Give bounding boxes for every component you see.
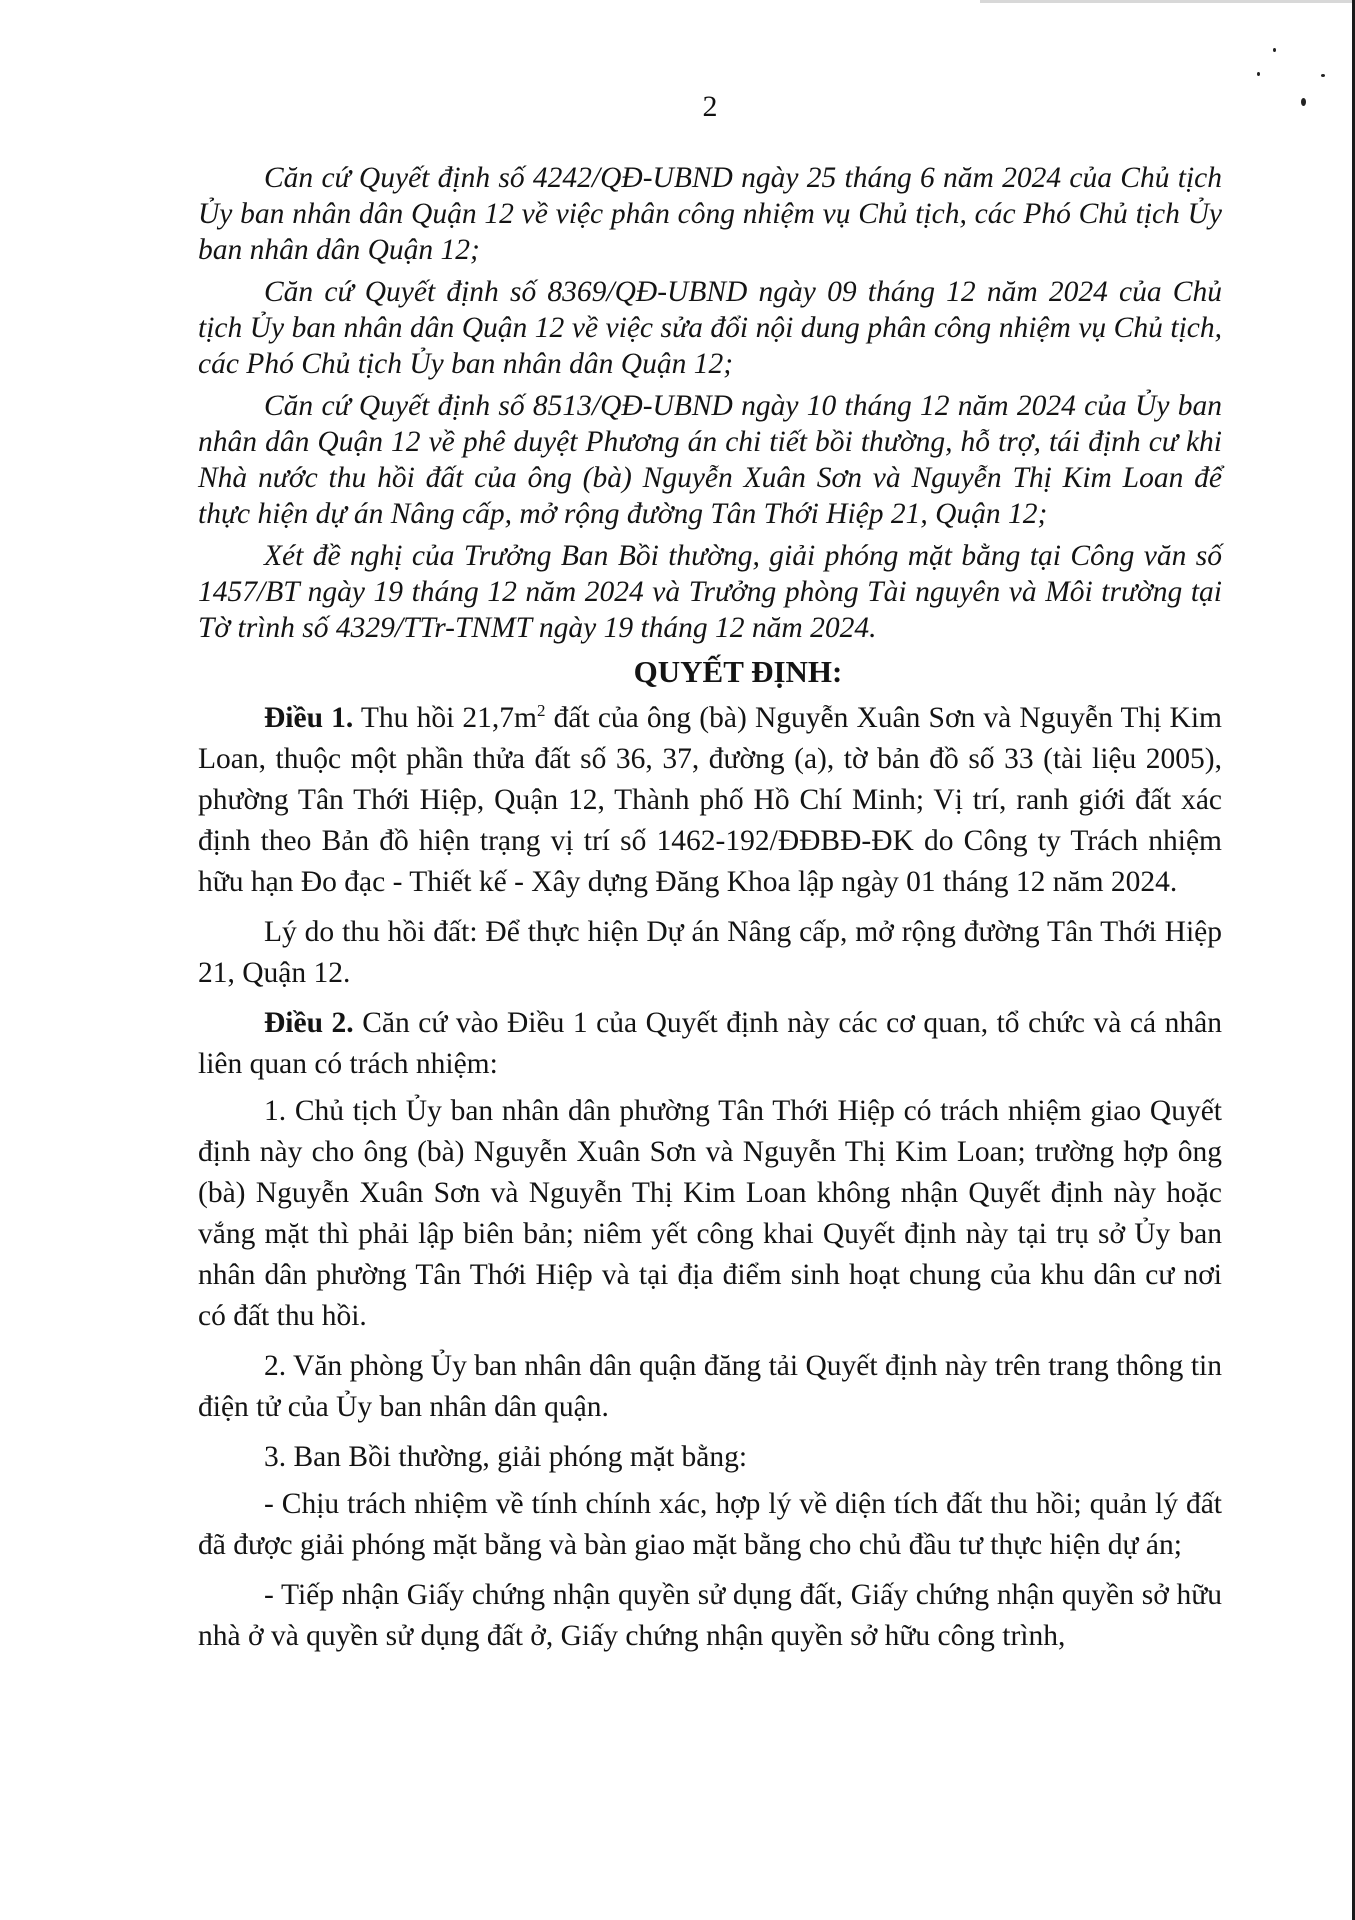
article-1-reason: Lý do thu hồi đất: Để thực hiện Dự án Nâng cấp, mở rộng đường Tân Thới Hiệp 21, Quận 12. (198, 916, 1222, 989)
decision-articles (198, 698, 1222, 1657)
preamble-basis-4242: Căn cứ Quyết định số 4242/QĐ-UBND ngày 25 tháng 6 năm 2024 của Chủ tịch Ủy ban nhân dân Quận 12 về việc phân công nhiệm vụ Chủ tịch, các Phó Chủ tịch Ủy ban nhân dân Quận 12; (198, 162, 1222, 266)
article-1-label: Điều 1. (264, 702, 354, 734)
article-2: Điều 2. Căn cứ vào Điều 1 của Quyết định này các cơ quan, tổ chức và cá nhân liên quan có trách nhiệm: (198, 1007, 1222, 1080)
preamble (198, 160, 1222, 646)
scan-edge-line (980, 0, 1352, 3)
decision-heading: QUYẾT ĐỊNH: (633, 654, 843, 689)
article-2-item-1: 1. Chủ tịch Ủy ban nhân dân phường Tân Thới Hiệp có trách nhiệm giao Quyết định này cho ông (bà) Nguyễn Xuân Sơn và Nguyễn Thị Kim Loan; trường hợp ông (bà) Nguyễn Xuân Sơn và Nguyễn Thị Kim Loan không nhận Quyết định này hoặc vắng mặt thì phải lập biên bản; niêm yết công khai Quyết định này tại trụ sở Ủy ban nhân dân phường Tân Thới Hiệp và tại địa điểm sinh hoạt chung của khu dân cư nơi có đất thu hồi. (198, 1095, 1222, 1332)
article-2-item-3: 3. Ban Bồi thường, giải phóng mặt bằng: (264, 1441, 748, 1473)
article-2-item-3-bullet-1: - Chịu trách nhiệm về tính chính xác, hợp lý về diện tích đất thu hồi; quản lý đất đã được giải phóng mặt bằng và bàn giao mặt bằng cho chủ đầu tư thực hiện dự án; (198, 1488, 1222, 1561)
preamble-proposal: Xét đề nghị của Trưởng Ban Bồi thường, giải phóng mặt bằng tại Công văn số 1457/BT ngày 19 tháng 12 năm 2024 và Trưởng phòng Tài nguyên và Môi trường tại Tờ trình số 4329/TTr-TNMT ngày 19 tháng 12 năm 2024. (198, 540, 1222, 644)
article-2-label: Điều 2. (264, 1007, 354, 1039)
article-2-item-3-bullet-2: - Tiếp nhận Giấy chứng nhận quyền sử dụng đất, Giấy chứng nhận quyền sở hữu nhà ở và quyền sử dụng đất ở, Giấy chứng nhận quyền sở hữu công trình, (198, 1579, 1222, 1652)
document-body (198, 160, 1222, 1666)
preamble-basis-8369: Căn cứ Quyết định số 8369/QĐ-UBND ngày 09 tháng 12 năm 2024 của Chủ tịch Ủy ban nhân dân Quận 12 về việc sửa đổi nội dung phân công nhiệm vụ Chủ tịch, các Phó Chủ tịch Ủy ban nhân dân Quận 12; (198, 276, 1222, 380)
preamble-basis-8513: Căn cứ Quyết định số 8513/QĐ-UBND ngày 10 tháng 12 năm 2024 của Ủy ban nhân dân Quận 12 về phê duyệt Phương án chi tiết bồi thường, hỗ trợ, tái định cư khi Nhà nước thu hồi đất của ông (bà) Nguyễn Xuân Sơn và Nguyễn Thị Kim Loan để thực hiện dự án Nâng cấp, mở rộng đường Tân Thới Hiệp 21, Quận 12; (198, 390, 1222, 530)
page-number: 2 (702, 90, 718, 123)
article-1: Điều 1. Thu hồi $21,7m^2$ đất của ông (bà) Nguyễn Xuân Sơn và Nguyễn Thị Kim Loan, thuộc một phần thửa đất số 36, 37, đường (a), tờ bản đồ số 33 (tài liệu 2005), phường Tân Thới Hiệp, Quận 12, Thành phố Hồ Chí Minh; Vị trí, ranh giới đất xác định theo Bản đồ hiện trạng vị trí số 1462-192/ĐĐBĐ-ĐK do Công ty Trách nhiệm hữu hạn Đo đạc - Thiết kế - Xây dựng Đăng Khoa lập ngày 01 tháng 12 năm 2024. (198, 701, 1223, 898)
article-2-item-2: 2. Văn phòng Ủy ban nhân dân quận đăng tải Quyết định này trên trang thông tin điện tử của Ủy ban nhân dân quận. (198, 1350, 1222, 1423)
